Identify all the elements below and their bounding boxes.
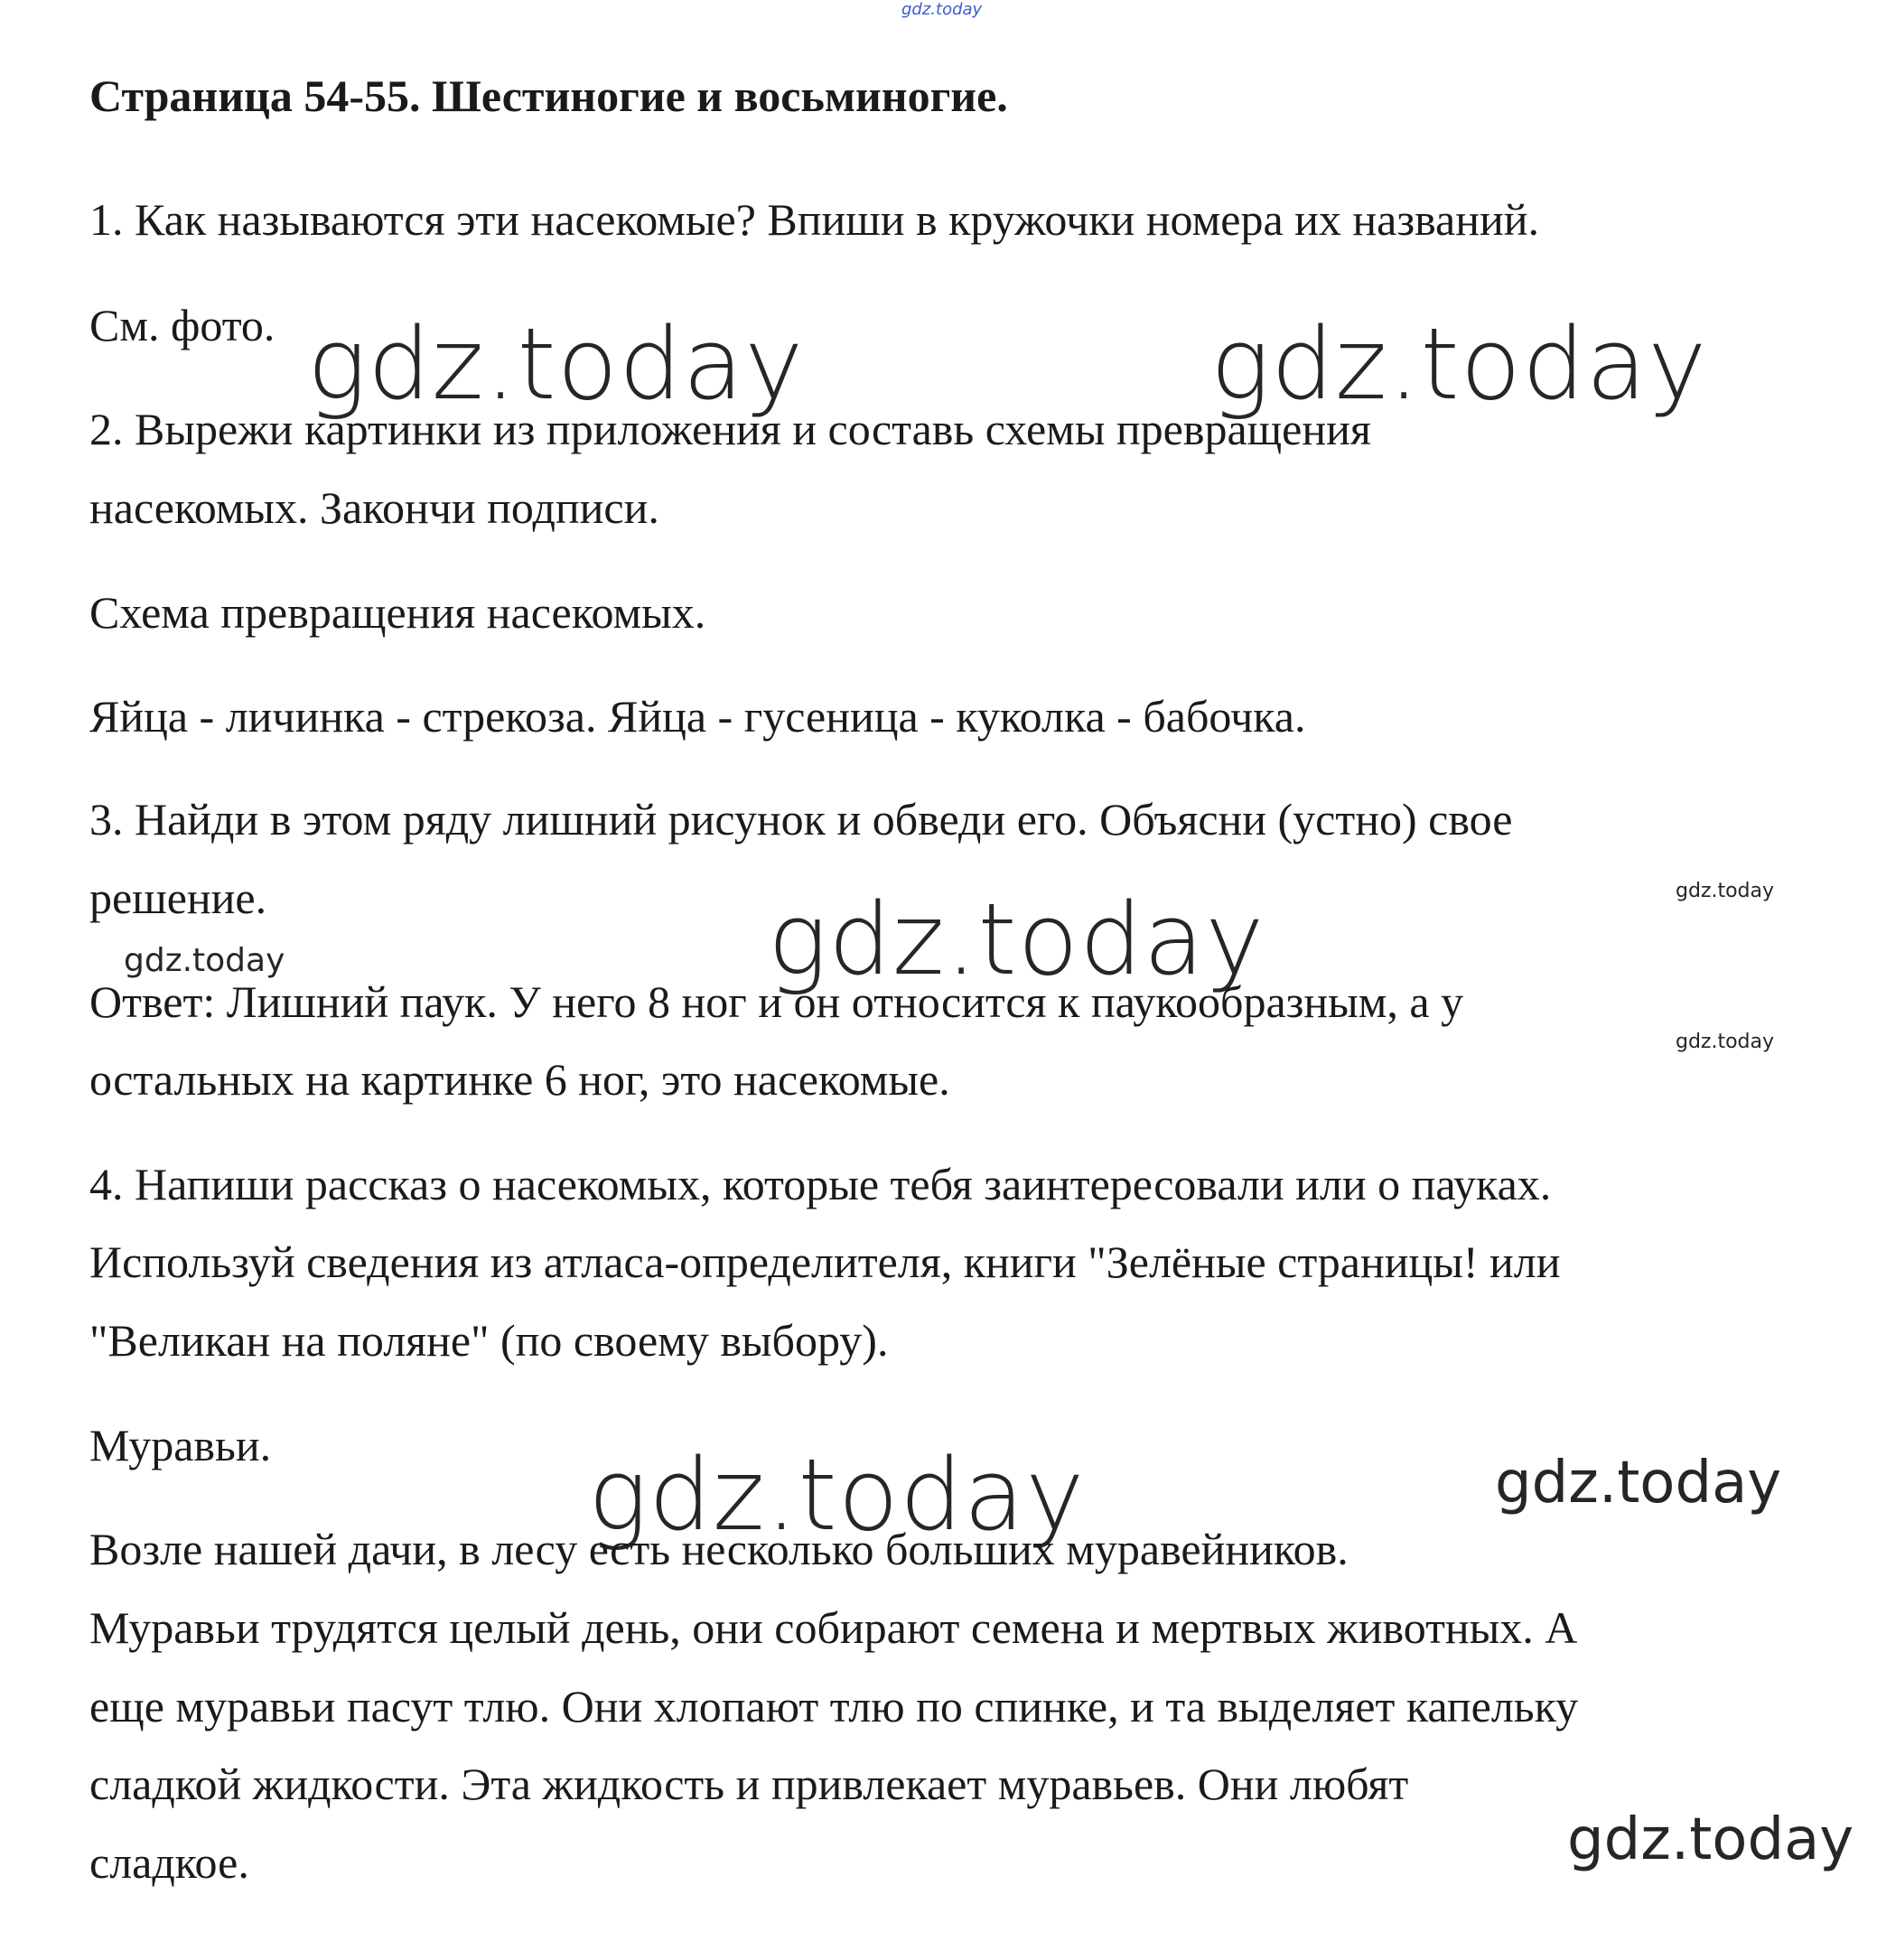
question-4-line-2: Используй сведения из атласа-определителя, книги "Зелёные страницы! или bbox=[89, 1237, 1561, 1287]
answer-2-line-2: Яйца - личинка - стрекоза. Яйца - гусеница - куколка - бабочка. bbox=[89, 691, 1306, 742]
question-4-line-3: "Великан на поляне" (по своему выбору). bbox=[89, 1315, 889, 1366]
watermark-large-2: gdz.today bbox=[1210, 306, 1708, 422]
watermark-large-3: gdz.today bbox=[768, 882, 1265, 997]
watermark-small-3: gdz.today bbox=[1676, 1031, 1775, 1053]
story-line-2: Муравьи трудятся целый день, они собирают семена и мертвых животных. А bbox=[89, 1602, 1578, 1653]
question-1: 1. Как называются эти насекомые? Впиши в кружочки номера их названий. bbox=[89, 194, 1540, 245]
answer-2-line-1: Схема превращения насекомых. bbox=[89, 587, 706, 638]
watermark-small-2: gdz.today bbox=[124, 942, 285, 979]
question-4-line-1: 4. Напиши рассказ о насекомых, которые тебя заинтересовали или о пауках. bbox=[89, 1159, 1552, 1209]
watermark-large-4: gdz.today bbox=[588, 1437, 1086, 1553]
watermark-large-1: gdz.today bbox=[307, 306, 805, 422]
answer-3-line-2: остальных на картинке 6 ног, это насекомые. bbox=[89, 1054, 950, 1105]
story-line-5: сладкое. bbox=[89, 1837, 249, 1888]
watermark-medium-2: gdz.today bbox=[1567, 1806, 1854, 1873]
story-line-3: еще муравьи пасут тлю. Они хлопают тлю по спинке, и та выделяет капельку bbox=[89, 1681, 1579, 1731]
watermark-small-1: gdz.today bbox=[1676, 880, 1775, 902]
question-2-line-2: насекомых. Закончи подписи. bbox=[89, 482, 659, 533]
story-line-1: Возле нашей дачи, в лесу есть несколько больших муравейников. bbox=[89, 1524, 1349, 1574]
story-line-4: сладкой жидкости. Эта жидкость и привлекает муравьев. Они любят bbox=[89, 1759, 1409, 1809]
answer-3-line-1: Ответ: Лишний паук. У него 8 ног и он относится к паукообразным, а у bbox=[89, 976, 1464, 1027]
question-3-line-1: 3. Найди в этом ряду лишний рисунок и обведи его. Объясни (устно) свое bbox=[89, 794, 1513, 845]
watermark-top: gdz.today bbox=[901, 0, 983, 19]
watermark-medium-1: gdz.today bbox=[1495, 1450, 1782, 1517]
question-3-line-2: решение. bbox=[89, 873, 267, 923]
page-title: Страница 54-55. Шестиногие и восьминогие. bbox=[89, 70, 1008, 121]
question-2-line-1: 2. Вырежи картинки из приложения и составь схемы превращения bbox=[89, 404, 1371, 454]
answer-1: См. фото. bbox=[89, 300, 275, 350]
story-title: Муравьи. bbox=[89, 1420, 272, 1470]
